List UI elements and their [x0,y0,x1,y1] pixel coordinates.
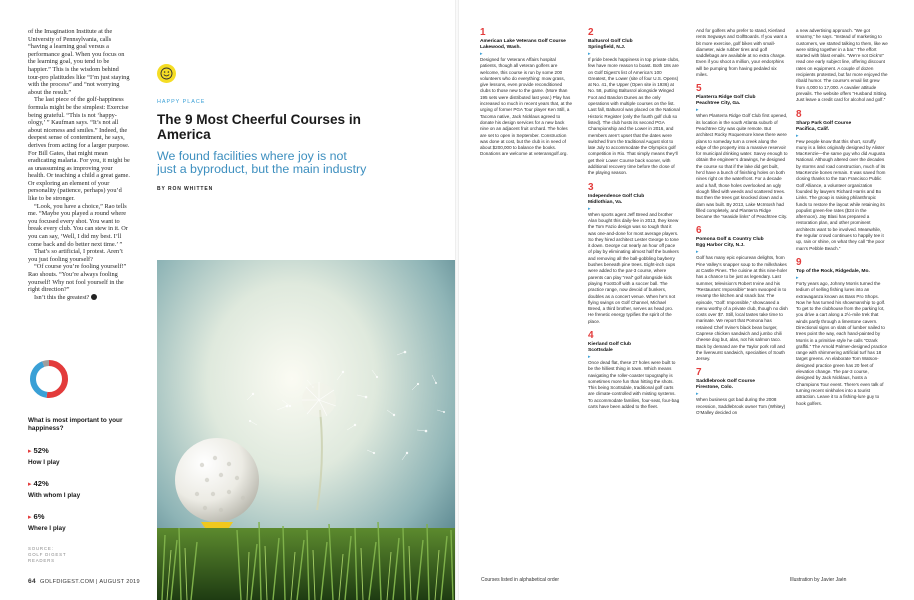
triangle-icon: ▸ [696,391,699,398]
reader-poll [28,358,131,564]
article-header [157,64,457,192]
body-paragraph: That’s so artificial, I protest. Aren’t you just fooling yourself? [28,248,123,263]
course-description: If pride breeds happiness in top private clubs, few have more reason to boast. Both 18s are on Golf Digest’s list of America’s 100 Greatest, the Lower (site of four U.S. Opens) at No. 41, the Upper (Open site in 1936) at No. 58, putting Baltusrol alongside Winged Foot and Bandon Dunes as the only operations with multiple courses on the list. Last fall, Baltusrol was placed on the National Historic Register (only the fourth golf club so listed). The club hosts its second PGA Championship and the Lower in 2016, and members aren’t upset that the dates were switched from the traditional August slot to late July to accommodate the Olympics golf competition in Rio. That simply means they’ll get their Lower Course back sooner, with additional recovery time before the close of the playing season. [588,57,680,176]
triangle-icon: ▸ [796,132,799,139]
course-column-4 [796,28,888,407]
folio-site: GOLFDIGEST.COM [39,579,95,585]
course-location: Pacifica, Calif. [796,126,830,132]
poll-label: With whom I play [28,492,81,499]
course-description: Forty years ago, Johnny Morris turned the tedium of selling fishing lures into an extravaganza known as Bass Pro Shops. Now he has turned his showmanship to golf. To get to the clubhouse from the parking lot, you drive a cart along a 2½-mile trek that winds partly through a limestone cavern. Directional signs on slats of lumber nailed to trees point the way, each hand-painted by Morris in a primitive style he calls “Ozark graffiti.” The Arnold Palmer-designed practice range with shimmering artificial turf has 18 target greens. An elaborate Tom Watson-designed practice green has 20 feet of elevation change. The par-3 course, designed by Jack Nicklaus, hosts a Champions Tour event. There’s even talk of turning recent sinkholes into a tourist attraction. Leave it to a fishing-lure guy to hook golfers. [796,280,888,406]
article-title: The 9 Most Cheerful Courses in America [157,112,361,143]
poll-question: What is most important to your happiness? [28,417,123,432]
poll-label: Where I play [28,525,66,532]
course-number: 9 [796,256,802,268]
golf-ball-icon [175,438,259,522]
course-name: Pomona Golf & Country Club [696,237,764,243]
course-number: 4 [588,329,594,341]
poll-row [28,440,131,466]
course-name: Baltusrol Golf Club [588,39,633,44]
poll-donut-chart [28,358,70,400]
poll-percent: 6% [33,512,45,521]
course-column-1 [480,28,572,158]
course-column-3 [696,28,788,416]
course-entry [480,28,572,158]
end-mark-icon: G [91,294,97,300]
course-description: a new advertising approach. “We got smarmy,” he says. “Instead of marketing to customers, we started talking to them, like we were sitting together in a bar.” The effort started with blast emails. “We’re not Dick’s!” read one early subject line, offering discount rates on equipment. A couple of dozen recipients protested, but far more enjoyed the ribald humor. The course’s email list grew from 4,000 to 17,000. A cavalier attitude prevails. The website offers “Husband Sitting. Just leave a credit card for alcohol and golf.” [796,28,888,103]
article-byline: BY RON WHITTEN [157,185,214,192]
course-number: 2 [588,27,594,38]
course-description: And for golfers who prefer to stand, Kierland rents Segways and GolfBoards. If you want a bit more exercise, golf bikes with small-diameter, wide rubber tires and golf saddlebags are available at no extra charge. Even if you shoot a million, your endorphins will be pumping from having pedaled six miles. [696,28,787,78]
course-name: American Lake Veterans Golf Course [480,39,566,44]
course-entry-continued [696,28,788,78]
poll-percent: 52% [33,446,49,455]
course-entry [796,110,888,252]
course-entry [588,183,680,325]
triangle-icon: ▸ [28,514,32,521]
golf-ball-dandelion-illustration [157,260,457,600]
continued-article-column [28,28,131,301]
folio-date: AUGUST 2019 [99,579,140,585]
poll-row [28,506,131,532]
course-location: Scottsdale [588,347,613,353]
poll-source: SOURCE: GOLF DIGEST READERS [28,546,67,563]
course-name: Sharp Park Golf Course [796,120,852,126]
triangle-icon: ▸ [696,107,699,114]
section-kicker: HAPPY PLACE [157,99,206,105]
course-number: 7 [696,367,702,379]
folio [28,578,140,585]
body-paragraph-last: Isn’t this the greatest? G [34,293,101,301]
course-description: Designed for Veterans Affairs hospital patients, though all veteran golfers are welcome, this course is run by some 200 volunteers who do everything: mow grass, give lessons, even provide reconditioned clubs to those new to the game. (More than 195 sets were distributed last year.) Play has increased so much in recent years that, at the urging of former PGA Tour player Ken Still, a Tacoma native, Jack Nicklaus agreed to donate his design services for a new back nine on an adjacent fruit orchard. The holes are set to open in September. Construction was done at cost, but the club is in need of about $200,000 to balance the books. Donations are welcome at veteransgolf.org. [480,57,572,157]
article-dek: We found facilities where joy is not just a byproduct, but the main industry [157,148,367,177]
triangle-icon: ▸ [588,353,591,360]
course-location: Egg Harbor City, N.J. [696,243,745,249]
smiley-face-icon [160,67,173,80]
course-number: 5 [696,83,702,95]
illustration-art [157,260,457,600]
course-number: 8 [796,108,802,120]
body-paragraph: The last piece of the golf-happiness formula might be the simplest: Exercise being grateful. “This is not ‘happy-ology,’ ” Kaufman says. “It’s not all about niceness and smiles.” Indeed, the deepest sense of contentment, he says, derives from acting for a larger purpose. For Bill Gates, that might mean eradicating malaria. For you, it might be as unassuming as improving your health. Or teaching a child a great game. Or exploring an element of your personality (patience, perhaps) you’d like to be stronger. [28,96,130,203]
course-description: Golf has many epic epicurean delights, from Pine Valley’s snapper soup to the milkshakes at Castle Pines. The cuisine at this nine-holer has a chance to be just as legendary. Last summer, television’s Robert Irvine and his “Restaurant: Impossible” team swooped in to revamp the kitchen and snack bar. The episode, “Golf: Impossible,” showcased a menu worthy of a private club, though no dish costs over $7. Still, local tastes take time to marinate. We report that Pomona has retained Chef Irvine’s black bean burger, Caprese chicken sandwich and jumbo chili cheese dog but, alas, not his salmon taco. Back by demand are the Taylor pork roll and the liverwurst sandwich, specialties of South Jersey. [696,255,788,362]
body-paragraph: “Look, you have a choice,” Rao tells me. “Maybe you played a round where you focused every shot. You want to break every club. You can stew in it. Or you can say, ‘Well, I did my best. I’ll come back and do better next time.’ ” [28,202,128,248]
triangle-icon: ▸ [28,481,32,488]
poll-row [28,473,131,499]
body-paragraph: “Of course you’re fooling yourself!” Rao shouts. “You’re always fooling yourself! Why not fool yourself in the right direction?” [28,263,127,294]
course-description: Once dead flat, these 27 holes were built to be the hilliest thing in town. Which means navigating the roller-coaster topography is sometimes more fun than hitting the shots. This being Scottsdale, traditional golf carts are climate-controlled with misting systems. To accommodate families, four-seat, four-bag carts have been added to the fleet. [588,359,680,410]
smiley-badge-icon [157,64,176,83]
course-entry [796,258,888,407]
course-entry-continued [796,28,888,104]
triangle-icon: ▸ [588,205,591,212]
folio-separator: | [96,579,98,585]
triangle-icon: ▸ [696,249,699,256]
course-entry [588,28,680,177]
course-location: Midlothian, Va. [588,199,623,205]
course-location: Peachtree City, Ga. [696,101,741,107]
course-name: Planterra Ridge Golf Club [696,95,756,101]
course-description: When sports agent Jeff Breed and brother Alan bought this daily-fee in 2013, they knew the Tom Fazio design was so tough that it was one-and-done for most average players. So they hired architect Lester George to tone it down. George cut nearly an hour off pace of play by eliminating almost half the bunkers and removing all the ball-gobbling bayberry bushes beneath pine trees. Eight-inch cups were added to the par-3 course, where parents can play “real” golf alongside kids playing FootGolf with a soccer ball. The practice range, now devoid of bunkers, doubles as a concert venue. When he’s not flying swings on Golf Channel, Michael Breed, a third brother, serves as head pro. He frenetic energy typifies the spirit of the place. [588,211,679,324]
illustration-credit: Illustration by Javier Jaén [790,577,847,583]
course-description: When Planterra Ridge Golf Club first opened, its location in the south Atlanta suburb of Peachtree City was quite remote. But architect Rocky Roquemore knew there were plans to someday turn a creek along the edge of the property into a massive reservoir for municipal drinking water. Savvy enough to obtain the engineer’s drawings, he designed the course so that if the lake did get built, he’d have a bunch of finishing holes on both nines right on the waterfront. For a decade and a half, those holes overlooked an ugly slough filled with weeds and scattered trees. But then the trees got knocked down and a dam was built. By 2013, Lake McIntosh had filled completely, and Planterra Ridge became the “seaside links” of Peachtree City. [696,113,788,220]
course-name: Saddlebrook Golf Course [696,379,755,385]
course-entry [696,368,788,416]
course-location: Lakewood, Wash. [480,45,521,50]
course-location: Springfield, N.J. [588,45,626,50]
triangle-icon: ▸ [28,448,32,455]
body-paragraph: of the Imagination Institute at the University of Pennsylvania, calls “having a learning goal versus a performance goal. When you focus on the learning goal, you tend to be happier.” This is the wisdom behind tour-pro platitudes like “I’m just staying with the process” and “not worrying about the result.” [28,28,130,96]
course-column-2 [588,28,680,410]
poll-label: How I play [28,459,60,466]
list-footnote: Courses listed in alphabetical order [481,577,560,583]
course-number: 3 [588,181,594,193]
triangle-icon: ▸ [796,274,799,281]
course-name: Independence Golf Club [588,193,645,199]
course-location: Firestone, Colo. [696,385,733,391]
poll-percent: 42% [33,479,49,488]
course-name: Kierland Golf Club [588,341,631,347]
course-number: 6 [696,225,702,237]
course-description: Few people know that this short, scruffy muny is a links originally designed by Alister MacKenzie—the same guy who did Augusta National. Although altered over the decades by storms and road construction, much of its MacKenzie bones remain. It was saved from closing thanks to the San Francisco Public Golf Alliance, a volunteer organization founded by lawyers Richard Harris and Bo Links. The group is raising philanthropic funds to restore the layout while retaining its populist green-fee rates ($24 in the afternoon). Jay Blasi has prepared a restoration plan, and other prominent architects want to be involved. Meanwhile, the regular crowd continues to happily tee it up, rain or shine, on what they call “the poor man’s Pebble Beach.” [796,138,886,251]
course-number: 1 [480,27,486,38]
triangle-icon: ▸ [588,51,591,57]
course-entry [696,84,788,220]
course-name: Top of the Rock, Ridgedale, Mo. [796,268,870,274]
course-entry [588,331,680,410]
page-number: 64 [28,578,36,585]
course-description: When business got bad during the 2008 recession, Saddlebrook owner Tom (Whitey) O’Malley decided on [696,397,786,416]
course-entry [696,226,788,362]
triangle-icon: ▸ [480,51,483,57]
